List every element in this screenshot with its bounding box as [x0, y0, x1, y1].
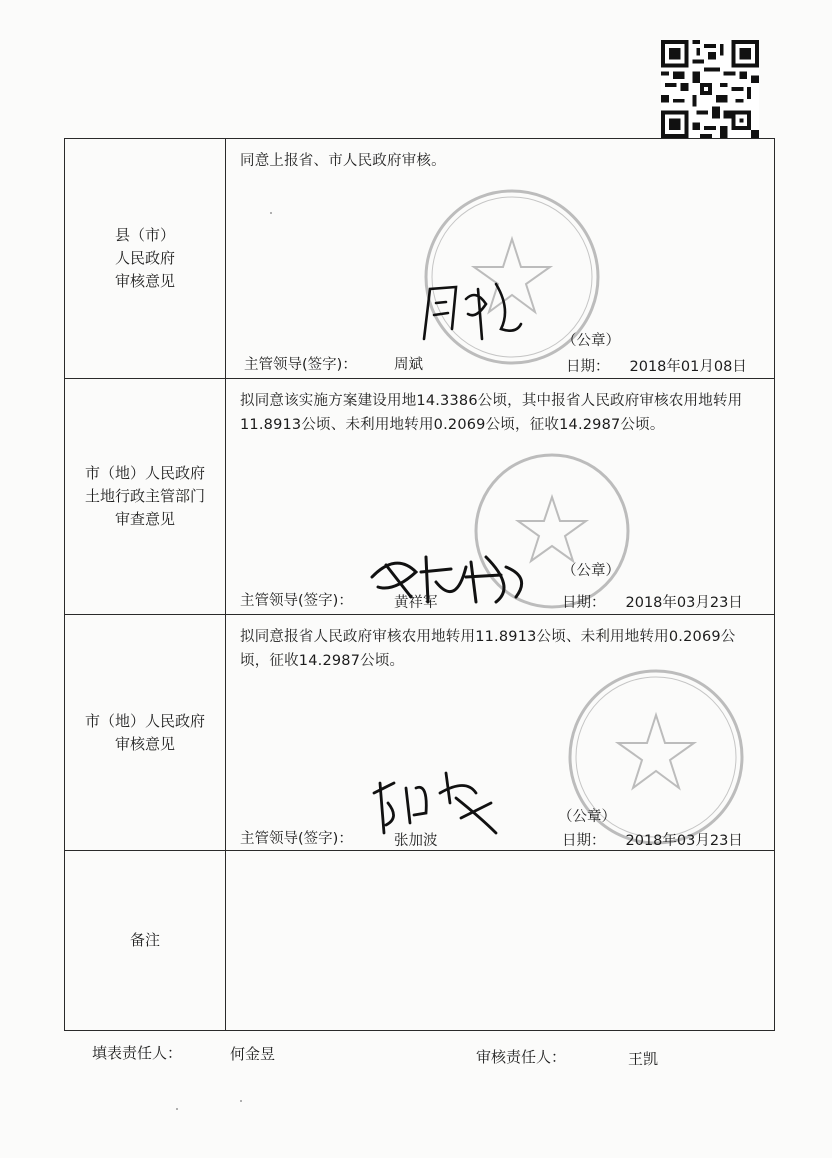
city-land-dept-opinion: 拟同意该实施方案建设用地14.3386公顷，其中报省人民政府审核农用地转用11.8913公顷、未利用地转用0.2069公顷，征收14.2987公顷。 [240, 393, 743, 433]
city-land-dept-seal-label: （公章） [562, 563, 620, 579]
date-label: 日期： [562, 595, 606, 611]
date-label: 日期： [566, 359, 610, 375]
date-value: 2018年01月08日 [629, 359, 747, 375]
label-line: 审核意见 [114, 272, 175, 290]
scan-speck [240, 1100, 242, 1102]
scan-speck [270, 212, 272, 214]
reviewer-label: 审核责任人： [476, 1048, 567, 1066]
label-line: 备注 [129, 931, 160, 949]
label-line: 人民政府 [114, 249, 175, 267]
remarks-cell [226, 851, 775, 1031]
city-gov-date-line [562, 829, 743, 850]
remarks-label [65, 851, 226, 1031]
date-label: 日期： [562, 833, 606, 849]
city-gov-seal-label: （公章） [558, 809, 616, 825]
county-gov-opinion: 同意上报省、市人民政府审核。 [240, 153, 446, 169]
approval-form-table [64, 138, 775, 1031]
city-gov-opinion-cell [226, 615, 775, 851]
label-line: 审核意见 [114, 734, 175, 753]
city-gov-signer-label: 主管领导(签字)： [240, 831, 353, 847]
county-gov-label [65, 139, 226, 379]
county-signer-label: 主管领导(签字)： [244, 357, 357, 373]
label-line: 市（地）人民政府 [84, 464, 205, 482]
city-land-dept-label [65, 379, 226, 615]
city-land-signature-handwriting [366, 547, 536, 609]
label-line: 县（市） [114, 226, 175, 244]
date-value: 2018年03月23日 [625, 595, 743, 611]
city-land-date-line [562, 591, 743, 612]
county-gov-seal-label: （公章） [562, 333, 620, 349]
reviewer-name: 王凯 [628, 1050, 659, 1068]
city-gov-label [65, 615, 226, 851]
label-line: 市（地）人民政府 [84, 711, 205, 730]
filler-label: 填表责任人： [92, 1044, 183, 1062]
filler-name: 何金昱 [230, 1045, 276, 1063]
county-signer-name: 周斌 [394, 357, 423, 373]
label-line: 审查意见 [114, 510, 175, 528]
county-gov-opinion-cell [226, 139, 775, 379]
county-date-line [566, 355, 747, 376]
city-gov-signer-name: 张加波 [394, 833, 438, 849]
date-value: 2018年03月23日 [625, 833, 743, 849]
label-line: 土地行政主管部门 [84, 487, 205, 505]
scan-speck [176, 1108, 178, 1110]
city-gov-opinion: 拟同意报省人民政府审核农用地转用11.8913公顷、未利用地转用0.2069公顷，征收14.2987公顷。 [240, 629, 736, 669]
city-land-dept-opinion-cell [226, 379, 775, 615]
county-signature-handwriting [416, 269, 526, 349]
city-land-signer-name: 黄祥军 [394, 595, 438, 611]
qr-code-icon [660, 40, 760, 138]
city-land-signer-label: 主管领导(签字)： [240, 593, 353, 609]
